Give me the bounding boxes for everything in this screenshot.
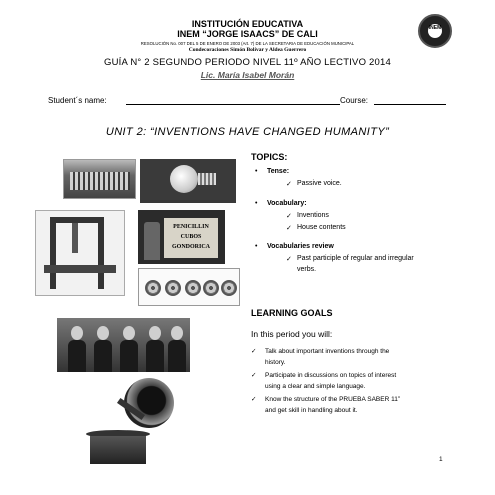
bullet-icon: • bbox=[255, 168, 258, 175]
topic-item: Inventions bbox=[297, 212, 329, 219]
check-icon: ✓ bbox=[286, 181, 292, 188]
printing-press-image bbox=[35, 210, 125, 296]
unit-title: UNIT 2: “INVENTIONS HAVE CHANGED HUMANITY” bbox=[105, 126, 390, 138]
guide-title: GUÍA N° 2 SEGUNDO PERIODO NIVEL 11º AÑO LECTIVO 2014 bbox=[104, 57, 391, 68]
topic-item: Past participle of regular and irregular bbox=[297, 255, 414, 262]
institution-subname: INEM “JORGE ISAACS” DE CALI bbox=[177, 29, 318, 39]
gramophone-image bbox=[86, 378, 174, 468]
check-icon: ✓ bbox=[286, 225, 292, 232]
penicillin-image bbox=[138, 210, 225, 264]
light-bulb-image bbox=[140, 159, 236, 203]
topic-item: verbs. bbox=[297, 266, 317, 273]
logo-text: INEM bbox=[428, 25, 442, 31]
resolution-text: RESOLUCIÓN No. 007 DEL 5 DE ENERO DE 2003 (Art. 7) DE LA SECRETARIA DE EDUCACIÓN MUNICIPAL bbox=[140, 41, 355, 46]
check-icon: ✓ bbox=[251, 348, 257, 355]
decorations-text: Condecoraciones Simón Bolívar y Aldea Guerrero bbox=[188, 47, 307, 53]
student-name-field[interactable] bbox=[126, 104, 340, 105]
learning-goals-intro: In this period you will: bbox=[251, 329, 333, 339]
topic-title: Vocabularies review bbox=[267, 243, 334, 250]
institution-name: INSTITUCIÓN EDUCATIVA bbox=[191, 19, 304, 29]
topic-title: Tense: bbox=[267, 168, 290, 175]
topic-item: Passive voice. bbox=[297, 180, 342, 187]
bullet-icon: • bbox=[255, 243, 258, 250]
inventors-photo bbox=[57, 318, 190, 372]
check-icon: ✓ bbox=[251, 396, 257, 403]
typewriter-image bbox=[63, 159, 136, 199]
check-icon: ✓ bbox=[251, 372, 257, 379]
penicillin-label-3: GONDORICA bbox=[171, 244, 210, 250]
topic-title: Vocabulary: bbox=[267, 200, 307, 207]
topic-item: House contents bbox=[297, 224, 346, 231]
teacher-name: Lic. María Isabel Morán bbox=[200, 70, 295, 80]
check-icon: ✓ bbox=[286, 213, 292, 220]
penicillin-label-2: CUBOS bbox=[180, 234, 202, 240]
student-name-label: Student´s name: bbox=[48, 96, 107, 105]
wheels-image bbox=[138, 268, 240, 306]
learning-goals-heading: LEARNING GOALS bbox=[251, 308, 333, 318]
bullet-icon: • bbox=[255, 200, 258, 207]
penicillin-label-1: PENICILLIN bbox=[173, 224, 209, 230]
course-field[interactable] bbox=[374, 104, 446, 105]
check-icon: ✓ bbox=[286, 256, 292, 263]
topics-heading: TOPICS: bbox=[251, 152, 288, 162]
course-label: Course: bbox=[340, 96, 369, 105]
page-number: 1 bbox=[439, 456, 443, 463]
